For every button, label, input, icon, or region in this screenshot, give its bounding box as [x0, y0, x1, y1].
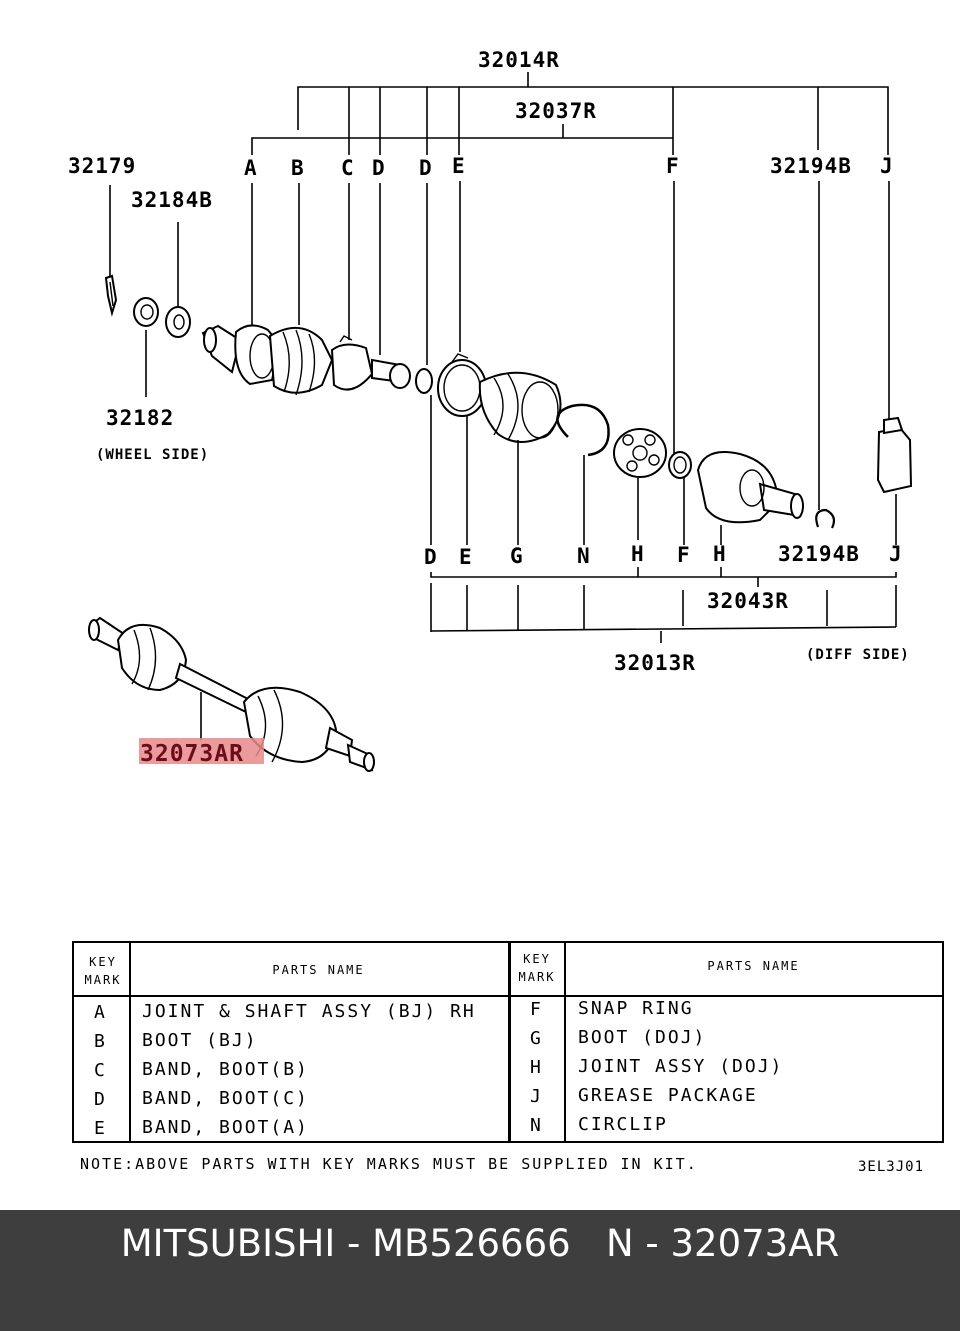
- label-32073ar[interactable]: 32073AR: [140, 741, 244, 767]
- parts-table: [72, 941, 944, 1143]
- key-mark-header-right: KEY MARK: [518, 952, 556, 984]
- key-mark-cell: E: [94, 1118, 107, 1139]
- part-name-cell: GREASE PACKAGE: [578, 1085, 758, 1106]
- key-mark-header-left: KEY MARK: [84, 955, 122, 987]
- part-name-cell: BAND, BOOT(B): [142, 1059, 309, 1080]
- key-mark-c: C: [341, 156, 355, 180]
- key-mark-j: J: [880, 154, 894, 178]
- kit-note: NOTE:ABOVE PARTS WITH KEY MARKS MUST BE SUPPLIED IN KIT.: [80, 1155, 698, 1173]
- key-mark-d-bottom: D: [424, 545, 438, 569]
- key-mark-e-bottom: E: [459, 545, 473, 569]
- grease-package: [878, 418, 911, 492]
- key-mark-cell: A: [94, 1002, 107, 1023]
- part-name-cell: BOOT (DOJ): [578, 1027, 707, 1048]
- washer: [166, 307, 190, 337]
- footer-part-info: MITSUBISHI - MB526666 N - 32073AR: [120, 1222, 840, 1265]
- snap-ring: [669, 452, 691, 478]
- key-mark-cell: B: [94, 1031, 107, 1052]
- label-diff-side: (DIFF SIDE): [806, 647, 910, 663]
- key-mark-j-bottom: J: [889, 542, 903, 566]
- part-name-cell: BAND, BOOT(C): [142, 1088, 309, 1109]
- key-mark-h-bottom: H: [631, 542, 645, 566]
- label-32179[interactable]: 32179: [68, 154, 137, 178]
- key-mark-cell: H: [530, 1057, 543, 1078]
- inner-race-doj: [614, 429, 666, 477]
- part-name-cell: CIRCLIP: [578, 1114, 668, 1135]
- band-boot-a: [438, 354, 486, 416]
- parts-name-header-left: PARTS NAME: [272, 963, 365, 977]
- band-boot-c: [416, 369, 432, 393]
- label-32014r[interactable]: 32014R: [478, 48, 560, 72]
- key-mark-cell: J: [530, 1086, 543, 1107]
- key-mark-g-bottom: G: [510, 544, 524, 568]
- part-name-cell: SNAP RING: [578, 998, 694, 1019]
- key-mark-d: D: [372, 156, 386, 180]
- label-wheel-side: (WHEEL SIDE): [96, 447, 210, 463]
- parts-name-header-right: PARTS NAME: [707, 959, 800, 973]
- cotter-pin: [106, 276, 116, 313]
- key-mark-e: E: [452, 154, 466, 178]
- part-name-cell: JOINT & SHAFT ASSY (BJ) RH: [142, 1001, 476, 1022]
- label-32194b-top[interactable]: 32194B: [770, 154, 852, 178]
- part-name-cell: JOINT ASSY (DOJ): [578, 1056, 784, 1077]
- key-mark-a: A: [244, 156, 258, 180]
- outer-joint-bj: [203, 325, 280, 384]
- key-mark-d: D: [419, 156, 433, 180]
- key-mark-cell: G: [530, 1028, 543, 1049]
- boot-bj: [270, 328, 332, 395]
- outer-race-doj: [698, 452, 803, 522]
- label-32184b[interactable]: 32184B: [131, 188, 213, 212]
- circlip: [557, 405, 608, 455]
- label-32013r[interactable]: 32013R: [614, 651, 696, 675]
- part-name-cell: BOOT (BJ): [142, 1030, 258, 1051]
- key-mark-n-bottom: N: [577, 544, 591, 568]
- boot-doj: [480, 373, 561, 442]
- small-snap-ring: [816, 510, 834, 528]
- key-mark-b: B: [291, 156, 305, 180]
- diagram-ref-code: 3EL3J01: [858, 1159, 925, 1175]
- shaft-stub: [372, 360, 410, 388]
- nut: [134, 298, 158, 326]
- band-boot-b: [332, 336, 372, 390]
- label-32194b-bottom[interactable]: 32194B: [778, 542, 860, 566]
- key-mark-h-bottom: H: [713, 542, 727, 566]
- key-mark-f-bottom: F: [677, 543, 691, 567]
- key-mark-cell: F: [530, 999, 543, 1020]
- label-32037r[interactable]: 32037R: [515, 99, 597, 123]
- key-mark-cell: N: [530, 1115, 543, 1136]
- part-name-cell: BAND, BOOT(A): [142, 1117, 309, 1138]
- key-mark-cell: C: [94, 1060, 107, 1081]
- key-mark-f: F: [666, 154, 680, 178]
- label-32182[interactable]: 32182: [106, 406, 175, 430]
- label-32043r[interactable]: 32043R: [707, 589, 789, 613]
- key-mark-cell: D: [94, 1089, 107, 1110]
